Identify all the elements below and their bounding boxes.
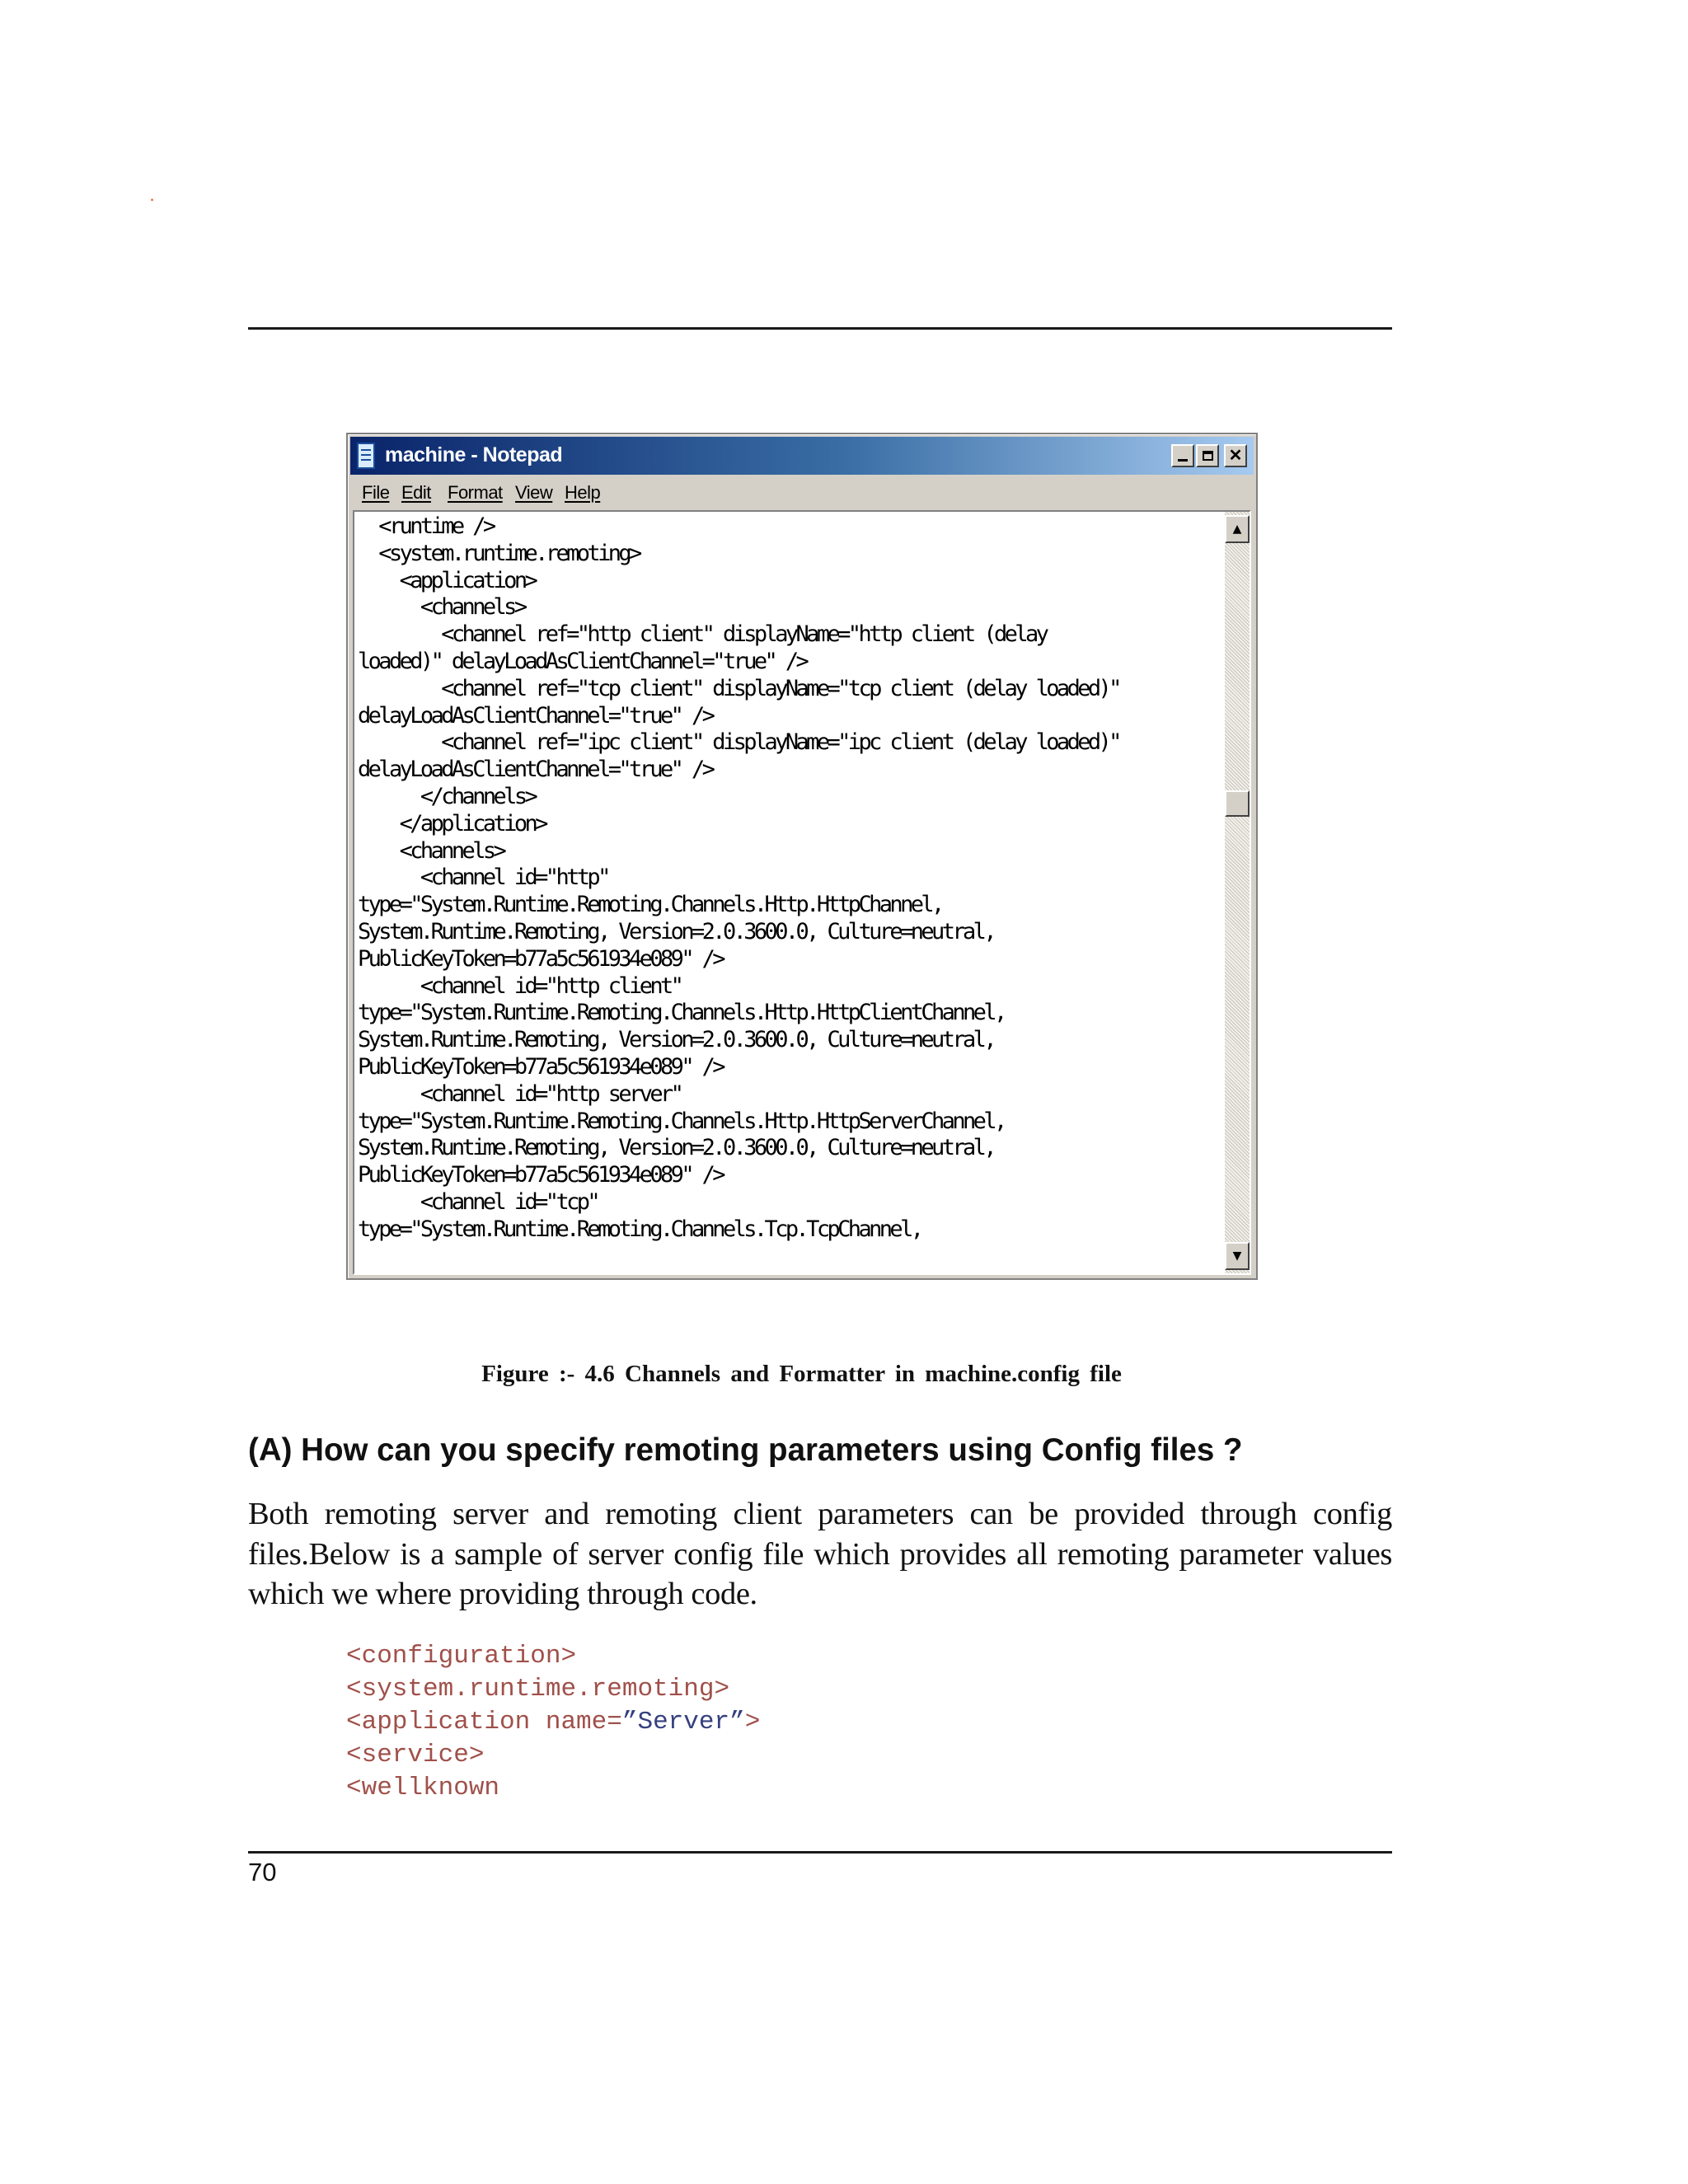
notepad-text-area[interactable] <box>353 510 1251 1275</box>
notepad-menubar <box>350 476 1254 509</box>
scroll-up-icon: ▲ <box>1232 523 1242 536</box>
code-line: <configuration> <box>346 1642 577 1671</box>
notepad-line: <application> <box>358 567 536 593</box>
notepad-line: delayLoadAsClientChannel="true" /> <box>358 757 713 783</box>
notepad-line: System.Runtime.Remoting, Version=2.0.3600.0, Culture=neutral, <box>358 1027 994 1053</box>
notepad-line: PublicKeyToken=b77a5c561934e089" /> <box>358 1162 723 1188</box>
notepad-line: <runtime /> <box>358 513 494 539</box>
minimize-icon <box>1178 459 1188 462</box>
notepad-line: <channel id="http server" <box>358 1080 682 1107</box>
notepad-line: PublicKeyToken=b77a5c561934e089" /> <box>358 1053 723 1080</box>
notepad-line: </application> <box>358 810 546 837</box>
menu-file[interactable]: File <box>362 482 390 503</box>
menu-view[interactable]: View <box>515 482 553 503</box>
notepad-line: <channel id="tcp" <box>358 1188 598 1215</box>
vertical-scrollbar[interactable] <box>1225 512 1250 1273</box>
close-button[interactable] <box>1224 444 1247 467</box>
notepad-content <box>358 513 1215 1244</box>
body-paragraph: Both remoting server and remoting client parameters can be provided through config files.Below is a sample of server config file which provides all remoting parameter values which we where providing through code. <box>248 1497 1392 1611</box>
maximize-icon <box>1203 451 1213 461</box>
notepad-titlebar[interactable] <box>350 437 1254 475</box>
footer-rule <box>248 1851 1392 1854</box>
minimize-button[interactable] <box>1171 444 1194 467</box>
close-icon: ✕ <box>1228 447 1243 465</box>
notepad-app-icon <box>357 443 375 469</box>
code-line: <system.runtime.remoting> <box>346 1675 730 1704</box>
scroll-down-button[interactable] <box>1225 1242 1250 1270</box>
code-tag: <application name= <box>346 1708 622 1736</box>
page-number: 70 <box>248 1858 277 1886</box>
code-attr-value: ”Server” <box>621 1708 745 1736</box>
code-line: <service> <box>346 1741 485 1769</box>
figure-caption: Figure :- 4.6 Channels and Formatter in machine.config file <box>481 1361 1122 1387</box>
scroll-thumb[interactable] <box>1225 790 1250 817</box>
notepad-line: <channel ref="tcp client" displayName="tcp client (delay loaded)" <box>358 675 1119 701</box>
code-line: <wellknown <box>346 1774 500 1802</box>
code-tag-end: > <box>744 1708 761 1736</box>
notepad-line: System.Runtime.Remoting, Version=2.0.3600.0, Culture=neutral, <box>358 918 994 944</box>
ink-speck <box>151 199 153 201</box>
scroll-down-icon: ▼ <box>1232 1249 1242 1263</box>
notepad-line: type="System.Runtime.Remoting.Channels.Tcp.TcpChannel, <box>358 1216 921 1242</box>
notepad-line: loaded)" delayLoadAsClientChannel="true" /> <box>358 648 807 674</box>
menu-help[interactable]: Help <box>565 482 601 503</box>
section-heading: (A) How can you specify remoting parameters using Config files ? <box>248 1432 1243 1468</box>
code-line <box>346 1706 760 1739</box>
notepad-line: type="System.Runtime.Remoting.Channels.Http.HttpClientChannel, <box>358 1000 1005 1026</box>
notepad-line: <channels> <box>358 837 504 864</box>
notepad-line: <channels> <box>358 594 525 621</box>
notepad-line: delayLoadAsClientChannel="true" /> <box>358 702 713 729</box>
code-block <box>346 1640 760 1805</box>
notepad-line: </channels> <box>358 783 536 809</box>
notepad-line: <channel ref="ipc client" displayName="ipc client (delay loaded)" <box>358 729 1119 756</box>
notepad-line: System.Runtime.Remoting, Version=2.0.3600.0, Culture=neutral, <box>358 1135 994 1161</box>
notepad-line: <channel id="http" <box>358 865 608 891</box>
scroll-up-button[interactable] <box>1225 515 1250 543</box>
notepad-line: <system.runtime.remoting> <box>358 540 640 566</box>
maximize-button[interactable] <box>1196 444 1219 467</box>
notepad-line: PublicKeyToken=b77a5c561934e089" /> <box>358 945 723 972</box>
notepad-line: type="System.Runtime.Remoting.Channels.Http.HttpChannel, <box>358 892 942 918</box>
menu-format[interactable]: Format <box>448 482 503 503</box>
notepad-line: <channel id="http client" <box>358 972 682 999</box>
menu-edit[interactable]: Edit <box>401 482 431 503</box>
header-rule <box>248 327 1392 330</box>
notepad-line: <channel ref="http client" displayName="http client (delay <box>358 621 1047 648</box>
notepad-line: type="System.Runtime.Remoting.Channels.Http.HttpServerChannel, <box>358 1108 1005 1134</box>
notepad-window[interactable] <box>346 433 1258 1280</box>
notepad-title: machine - Notepad <box>385 443 563 466</box>
